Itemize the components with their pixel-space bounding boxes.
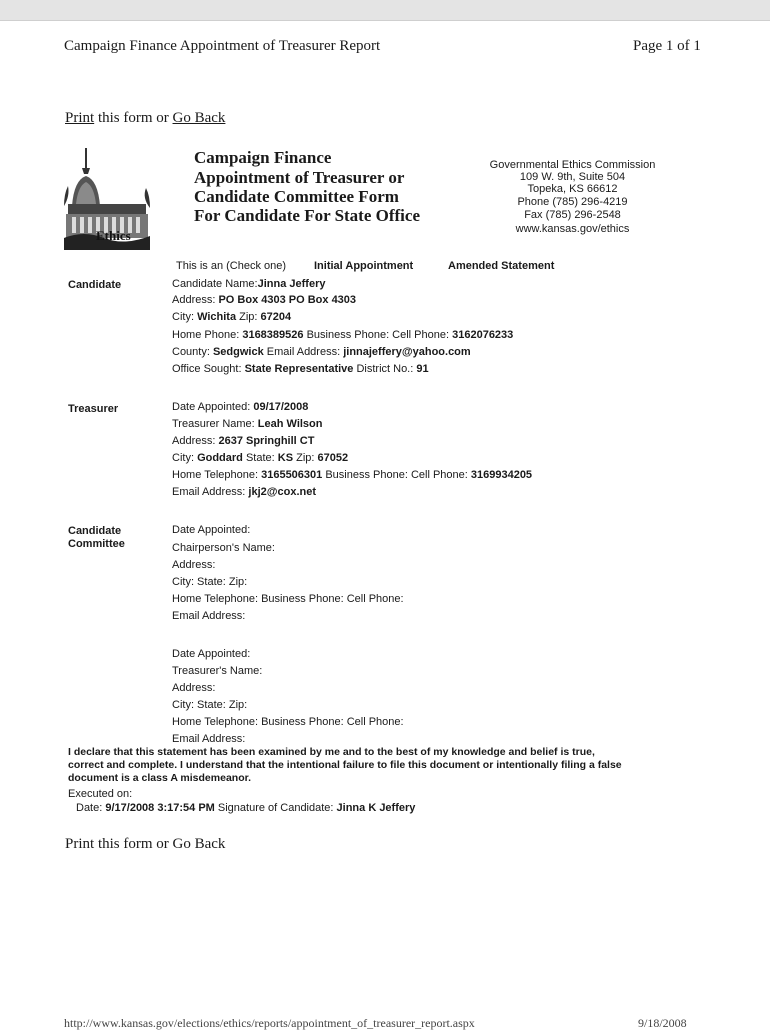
committee-section-label-line-1: Candidate — [68, 525, 122, 537]
committee-treasurer-date: Date Appointed: — [172, 648, 251, 660]
agency-street: 109 W. 9th, Suite 504 — [519, 171, 626, 183]
candidate-district-label: District No.: — [353, 363, 417, 375]
candidate-office-row — [172, 361, 429, 377]
signature-value: Jinna K Jeffery — [336, 802, 416, 814]
candidate-phone-row — [172, 327, 513, 343]
print-link[interactable]: Print — [65, 110, 95, 126]
candidate-name-row — [172, 276, 325, 292]
scan-top-edge — [0, 0, 770, 21]
treasurer-business-label: Business Phone: Cell Phone: — [322, 469, 471, 481]
treasurer-address-label: Address: — [172, 435, 219, 447]
committee-treasurer-city: City: State: Zip: — [172, 699, 248, 711]
candidate-zip-label: Zip: — [236, 311, 261, 323]
treasurer-date-label: Date Appointed: — [172, 401, 254, 413]
form-title-line-3: Candidate Committee Form — [194, 187, 399, 206]
form-title-line-1: Campaign Finance — [194, 148, 332, 167]
candidate-address-row — [172, 292, 356, 308]
treasurer-state-label: State: — [242, 452, 278, 464]
committee-treasurer-email: Email Address: — [172, 733, 246, 745]
candidate-county-row — [172, 344, 471, 360]
agency-city: Topeka, KS 66612 — [527, 183, 618, 195]
treasurer-section-label: Treasurer — [68, 403, 119, 415]
treasurer-city-label: City: — [172, 452, 198, 464]
candidate-county-value: Sedgwick — [212, 346, 264, 358]
report-header-title: Campaign Finance Appointment of Treasurer Report — [64, 38, 381, 54]
candidate-city-label: City: — [172, 311, 198, 323]
committee-treasurer-phones: Home Telephone: Business Phone: Cell Phone: — [172, 716, 404, 728]
declaration-line-2: correct and complete. I understand that the intentional failure to file this document or intentionally filing a false — [68, 759, 622, 771]
treasurer-home-value: 3165506301 — [261, 469, 323, 481]
amended-statement-option[interactable]: Amended Statement — [448, 260, 555, 272]
treasurer-zip-label: Zip: — [293, 452, 318, 464]
check-one-prefix: This is an (Check one) — [176, 260, 287, 272]
declaration-line-1: I declare that this statement has been examined by me and to the best of my knowledge and belief is true, — [68, 746, 595, 758]
page-number: Page 1 of 1 — [633, 38, 701, 54]
logo-label: Ethics — [96, 228, 131, 243]
treasurer-city-row — [172, 450, 348, 466]
candidate-home-value: 3168389526 — [242, 329, 304, 341]
candidate-name-label: Candidate Name: — [172, 278, 258, 290]
bottom-go-back-link[interactable]: Go Back — [172, 836, 226, 852]
treasurer-email-row — [172, 484, 316, 500]
candidate-email-label: Email Address: — [263, 346, 344, 358]
signature-label: Signature of Candidate: — [214, 802, 337, 814]
treasurer-address-value: 2637 Springhill CT — [218, 435, 315, 447]
candidate-address-label: Address: — [172, 294, 219, 306]
candidate-city-row — [172, 309, 291, 325]
treasurer-cell-value: 3169934205 — [470, 469, 533, 481]
executed-row — [76, 801, 415, 815]
treasurer-home-label: Home Telephone: — [172, 469, 262, 481]
candidate-home-label: Home Phone: — [172, 329, 243, 341]
candidate-office-value: State Representative — [244, 363, 354, 375]
treasurer-zip-value: 67052 — [317, 452, 349, 464]
top-nav — [65, 110, 225, 127]
treasurer-date-row — [172, 399, 308, 415]
candidate-name-value: Jinna Jeffery — [257, 278, 326, 290]
candidate-business-label: Business Phone: Cell Phone: — [303, 329, 453, 341]
candidate-email-value: jinnajeffery@yahoo.com — [343, 346, 471, 358]
candidate-county-label: County: — [172, 346, 213, 358]
agency-name: Governmental Ethics Commission — [489, 159, 656, 171]
candidate-district-value: 91 — [416, 363, 429, 375]
bottom-nav — [65, 836, 225, 853]
committee-section-label-line-2: Committee — [68, 538, 125, 550]
treasurer-phone-row — [172, 467, 532, 483]
declaration-line-3: document is a class A misdemeanor. — [68, 772, 252, 784]
candidate-office-label: Office Sought: — [172, 363, 245, 375]
treasurer-state-value: KS — [277, 452, 294, 464]
treasurer-email-value: jkj2@cox.net — [248, 486, 317, 498]
treasurer-city-value: Goddard — [197, 452, 243, 464]
candidate-cell-value: 3162076233 — [452, 329, 514, 341]
executed-on-label: Executed on: — [68, 788, 133, 800]
committee-treasurer-name: Treasurer's Name: — [172, 665, 263, 677]
executed-date-value: 9/17/2008 3:17:54 PM — [105, 802, 215, 814]
committee-chair-phones: Home Telephone: Business Phone: Cell Phone: — [172, 593, 404, 605]
treasurer-address-row — [172, 433, 314, 449]
go-back-link[interactable]: Go Back — [172, 110, 226, 126]
bottom-print-link[interactable]: Print — [65, 836, 95, 852]
committee-chair-email: Email Address: — [172, 610, 246, 622]
bottom-nav-text: this form or — [94, 836, 173, 852]
candidate-address-value: PO Box 4303 PO Box 4303 — [218, 294, 357, 306]
candidate-city-value: Wichita — [197, 311, 237, 323]
committee-chair-name: Chairperson's Name: — [172, 542, 275, 554]
treasurer-name-value: Leah Wilson — [257, 418, 323, 430]
committee-treasurer-address: Address: — [172, 682, 216, 694]
committee-chair-address: Address: — [172, 559, 216, 571]
agency-web: www.kansas.gov/ethics — [515, 223, 630, 235]
nav-text: this form or — [94, 110, 173, 126]
treasurer-email-label: Email Address: — [172, 486, 249, 498]
executed-date-label: Date: — [76, 802, 106, 814]
candidate-zip-value: 67204 — [260, 311, 292, 323]
candidate-section-label: Candidate — [68, 279, 122, 291]
committee-chair-city: City: State: Zip: — [172, 576, 248, 588]
committee-chair-date: Date Appointed: — [172, 524, 251, 536]
treasurer-name-row — [172, 416, 322, 432]
footer-date: 9/18/2008 — [638, 1016, 687, 1030]
form-title-line-2: Appointment of Treasurer or — [194, 168, 405, 187]
form-title-line-4: For Candidate For State Office — [194, 206, 420, 225]
treasurer-date-value: 09/17/2008 — [253, 401, 309, 413]
treasurer-name-label: Treasurer Name: — [172, 418, 258, 430]
agency-phone: Phone (785) 296-4219 — [517, 196, 628, 208]
agency-fax: Fax (785) 296-2548 — [524, 209, 621, 221]
initial-appointment-option[interactable]: Initial Appointment — [314, 260, 414, 272]
footer-url: http://www.kansas.gov/elections/ethics/reports/appointment_of_treasurer_report.aspx — [64, 1016, 475, 1030]
